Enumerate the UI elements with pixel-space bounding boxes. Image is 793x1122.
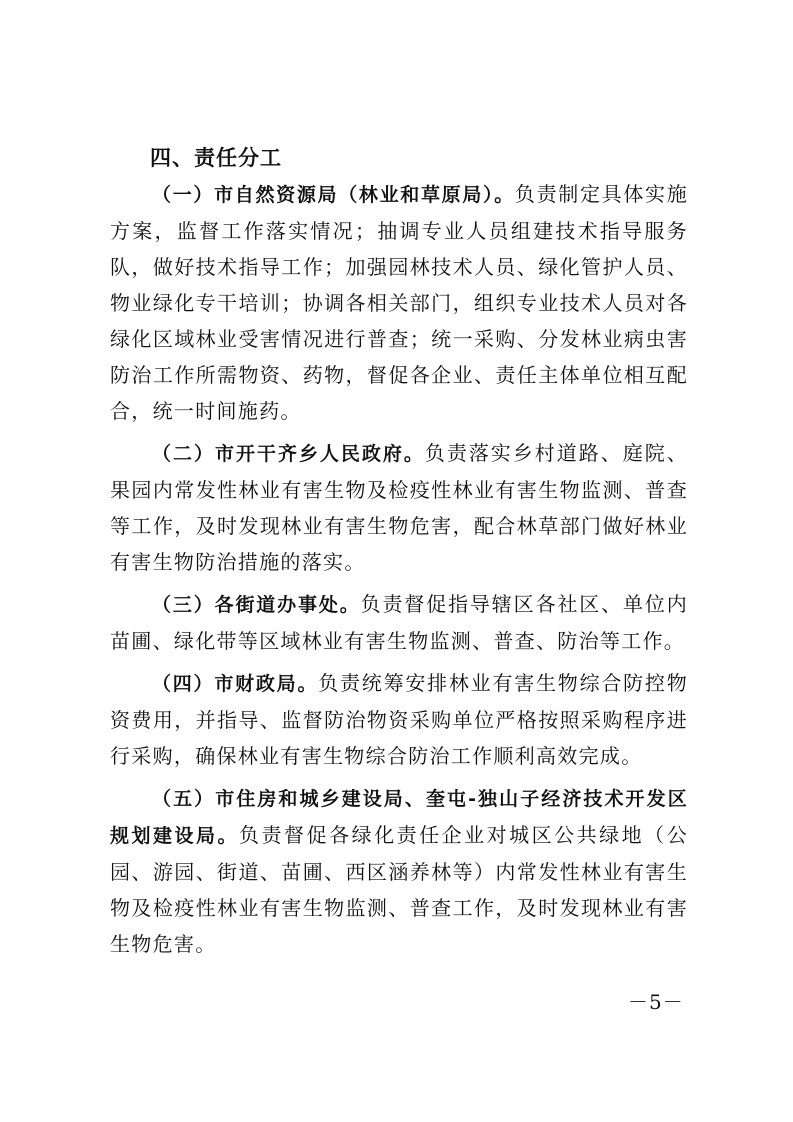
paragraph-4-lead: （四）市财政局。: [152, 673, 319, 695]
paragraph-3: [110, 586, 688, 659]
paragraph-2-lead: （二）市开干齐乡人民政府。: [152, 443, 425, 465]
document-body: [110, 140, 688, 968]
paragraph-3-lead: （三）各街道办事处。: [152, 594, 361, 616]
paragraph-1-lead: （一）市自然资源局（林业和草原局）。: [152, 184, 515, 206]
page-number: －5－: [628, 990, 684, 1014]
paragraph-5-text: 负责督促各绿化责任企业对城区公共绿地（公园、游园、街道、苗圃、西区涵养林等）内常发性林业有害生物及检疫性林业有害生物监测、普查工作，及时发现林业有害生物危害。: [110, 823, 688, 956]
paragraph-4-text: 负责统筹安排林业有害生物综合防控物资费用，并指导、监督防治物资采购单位严格按照采购程序进行采购，确保林业有害生物综合防治工作顺利高效完成。: [110, 671, 688, 768]
paragraph-5-lead: （五）市住房和城乡建设局、奎屯-独山子经济技术开发区规划建设局。: [110, 788, 688, 847]
paragraph-3-text: 负责督促指导辖区各社区、单位内苗圃、绿化带等区域林业有害生物监测、普查、防治等工作。: [110, 592, 688, 653]
section-heading: 四、责任分工: [150, 146, 282, 170]
paragraph-1-text: 负责制定具体实施方案，监督工作落实情况；抽调专业人员组建技术指导服务队，做好技术指导工作；加强园林技术人员、绿化管护人员、物业绿化专干培训；协调各相关部门，组织专业技术人员对各绿化区域林业受害情况进行普查；统一采购、分发林业病虫害防治工作所需物资、药物，督促各企业、责任主体单位相互配合，统一时间施药。: [110, 182, 689, 423]
paragraph-4: [110, 665, 688, 774]
paragraph-2: [110, 435, 688, 580]
paragraph-2-text: 负责落实乡村道路、庭院、果园内常发性林业有害生物及检疫性林业有害生物监测、普查等工作，及时发现林业有害生物危害，配合林草部门做好林业有害生物防治措施的落实。: [110, 441, 688, 574]
paragraph-1: [110, 176, 688, 429]
paragraph-5: [110, 780, 688, 962]
